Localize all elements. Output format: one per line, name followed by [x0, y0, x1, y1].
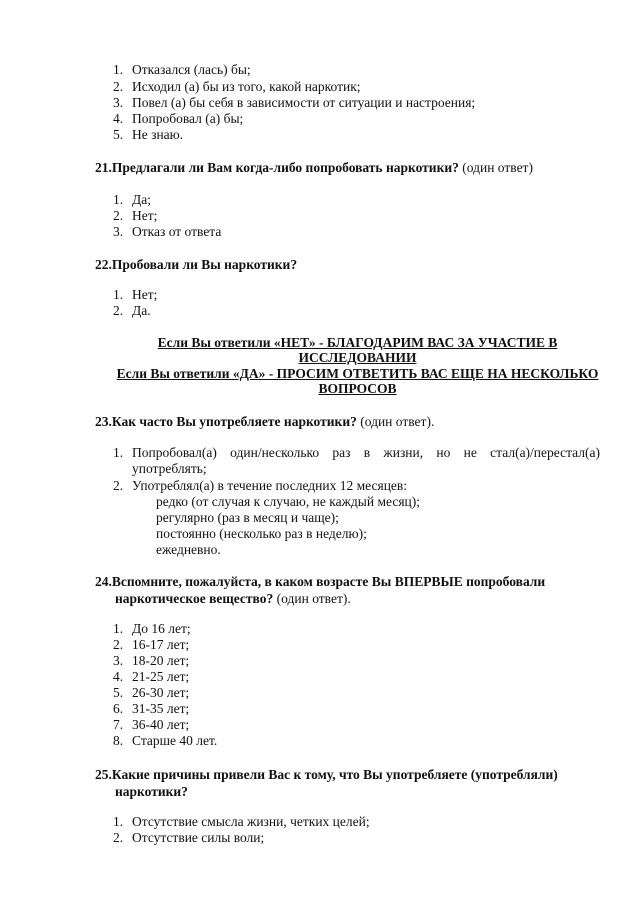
sub-option: регулярно (раз в месяц и чаще); [156, 510, 339, 525]
questionnaire-page: 1. Отказался (лась) бы; 2. Исходил (а) бы из того, какой наркотик; 3. Повел (а) бы себя в зависимости от ситуации и настроения; 4. Попробовал (а) бы; 5. Не знаю. 21.Предлагали ли Вам когда-либо попробовать наркотики? (один ответ) 1. Да; 2. Нет; 3. Отказ от ответа 22.Пробовали ли Вы наркотики? 1. Нет; 2. Да. Если Вы ответили «НЕТ» - БЛАГОДАРИМ ВАС ЗА УЧАСТИЕ В ИССЛЕДОВАНИИ Если Вы ответили «ДА» - ПРОСИМ ОТВЕТИТЬ ВАС ЕЩЕ НА НЕСКОЛЬКО ВОПРОСОВ 23.Как часто Вы употребляете наркотики? (один ответ). 1. Попробовал(а) один/несколько раз в жизни, но не стал(а)/перестал(а) употреблять; 2. Употреблял(а) в течение последних 12 месяцев: редко (от случая к случаю, не каждый месяц); регулярно (раз в месяц и чаще); постоянно (несколько раз в неделю); ежедневно. 24.Вспомните, пожалуйста, в каком возрасте Вы ВПЕРВЫЕ попробовали наркотическое вещество? (один ответ). 1. До 16 лет; 2. 16-17 лет; 3. 18-20 лет; 4. 21-25 лет; 5. 26-30 лет; 6. 31-35 лет; 7. 36-40 лет; 8. Старше 40 лет. 25.Какие причины привели Вас к тому, что Вы употребляете (употребляли) наркотики? 1. Отсутствие смысла жизни, четких целей; 2. Отсутствие силы воли; [0, 0, 640, 904]
sub-option: ежедневно. [156, 542, 221, 557]
question-21-heading: 21.Предлагали ли Вам когда-либо попробовать наркотики? (один ответ) [95, 160, 533, 175]
sub-option: редко (от случая к случаю, не каждый месяц); [156, 494, 420, 509]
sub-option: постоянно (несколько раз в неделю); [156, 526, 367, 541]
notice-yes-continue: Если Вы ответили «ДА» - ПРОСИМ ОТВЕТИТЬ ВАС ЕЩЕ НА НЕСКОЛЬКО ВОПРОСОВ [116, 366, 599, 396]
question-22-heading: 22.Пробовали ли Вы наркотики? [95, 257, 298, 272]
notice-no-thanks: Если Вы ответили «НЕТ» - БЛАГОДАРИМ ВАС ЗА УЧАСТИЕ В ИССЛЕДОВАНИИ [157, 335, 558, 365]
question-25-heading: 25.Какие причины привели Вас к тому, что Вы употребляете (употребляли) наркотики? [95, 767, 558, 799]
question-23-heading: 23.Как часто Вы употребляете наркотики? (один ответ). [95, 414, 435, 429]
question-24-heading: 24.Вспомните, пожалуйста, в каком возрасте Вы ВПЕРВЫЕ попробовали наркотическое вещество? (один ответ). [95, 574, 546, 606]
